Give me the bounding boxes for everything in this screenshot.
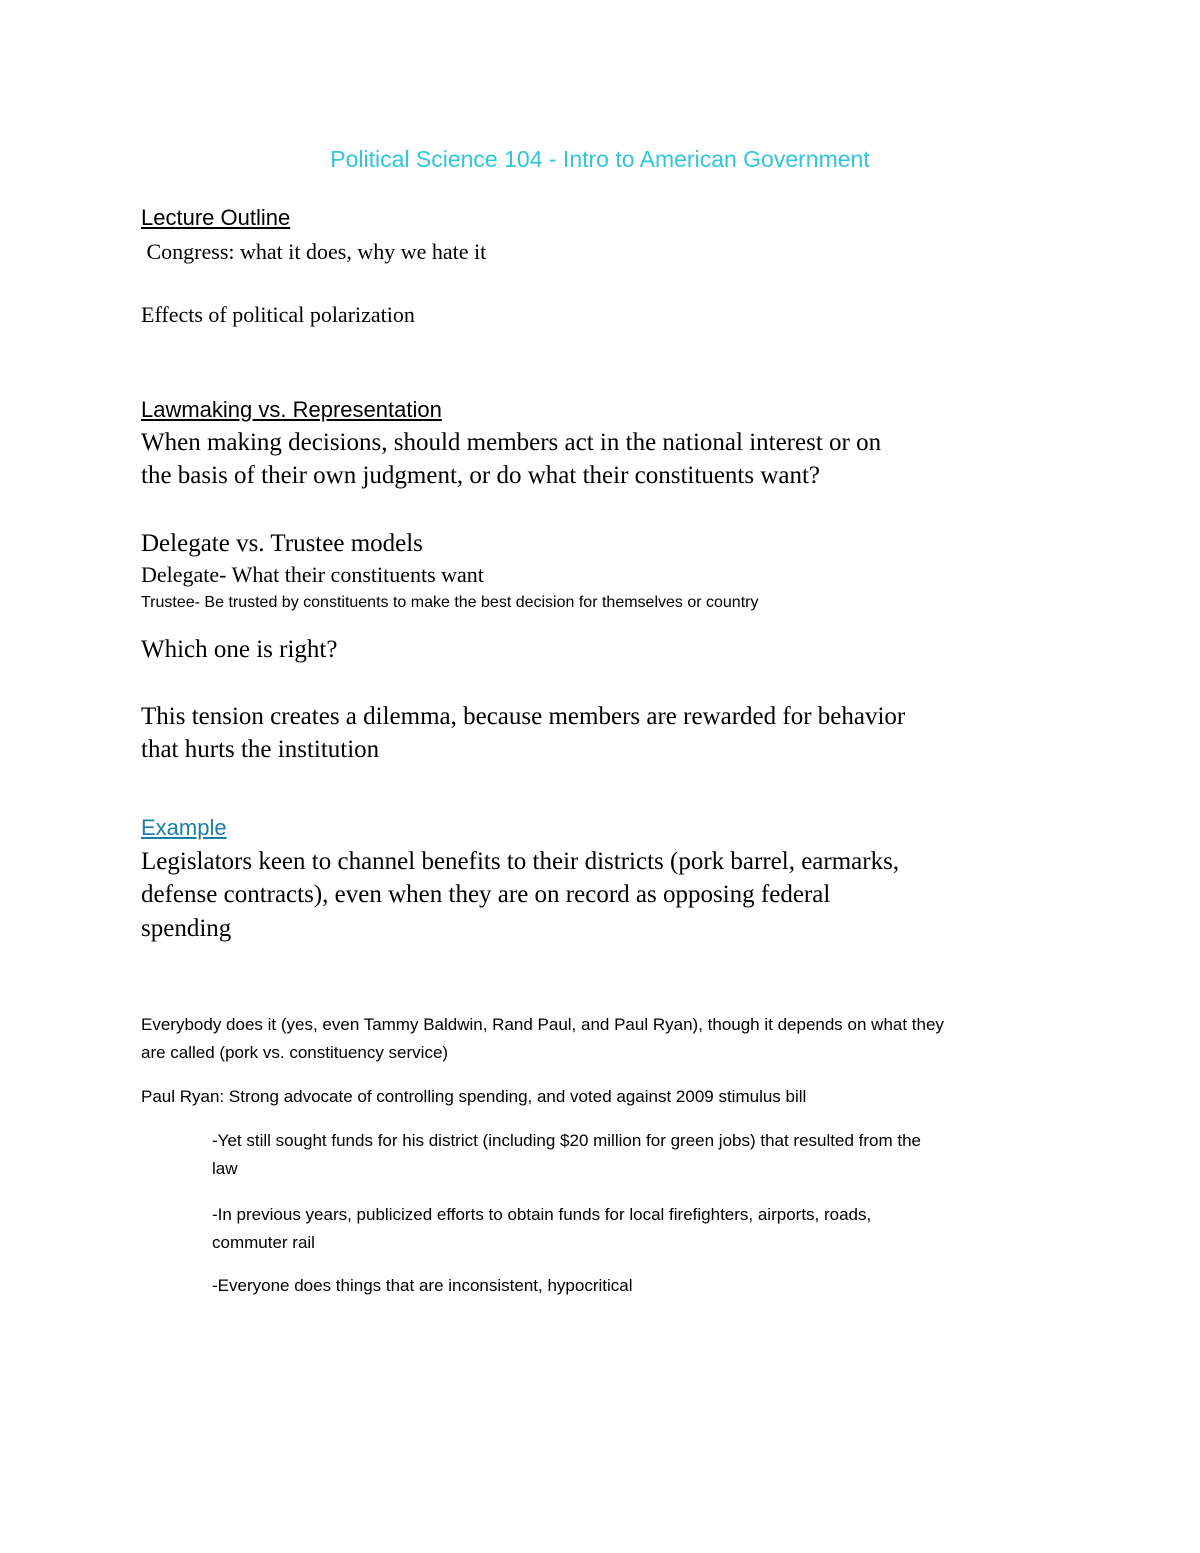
- example-line-2: defense contracts), even when they are on record as opposing federal: [141, 881, 831, 908]
- lawmaking-heading: Lawmaking vs. Representation: [141, 397, 442, 422]
- tension-line-1: This tension creates a dilemma, because members are rewarded for behavior: [141, 703, 906, 730]
- delegate-definition: Delegate- What their constituents want: [141, 562, 484, 587]
- lawmaking-question-line-2: the basis of their own judgment, or do what their constituents want?: [141, 462, 821, 489]
- example-line-1: Legislators keen to channel benefits to their districts (pork barrel, earmarks,: [141, 848, 900, 875]
- tension-line-2: that hurts the institution: [141, 736, 380, 763]
- bullet-3: -Everyone does things that are inconsistent, hypocritical: [212, 1276, 633, 1295]
- everybody-line-1: Everybody does it (yes, even Tammy Baldwin, Rand Paul, and Paul Ryan), though it depends on what they: [141, 1015, 944, 1034]
- trustee-definition: Trustee- Be trusted by constituents to make the best decision for themselves or country: [141, 594, 759, 611]
- outline-item-polarization: Effects of political polarization: [141, 302, 415, 327]
- lawmaking-question-line-1: When making decisions, should members act in the national interest or on: [141, 429, 882, 456]
- bullet-1-line-2: law: [212, 1159, 238, 1178]
- outline-heading: Lecture Outline: [141, 205, 291, 230]
- page-title: Political Science 104 - Intro to American Government: [330, 146, 870, 172]
- paul-ryan-line: Paul Ryan: Strong advocate of controlling spending, and voted against 2009 stimulus bill: [141, 1087, 807, 1106]
- everybody-line-2: are called (pork vs. constituency service): [141, 1043, 449, 1062]
- example-line-3: spending: [141, 915, 232, 942]
- outline-item-congress: Congress: what it does, why we hate it: [141, 239, 487, 264]
- bullet-1-line-1: -Yet still sought funds for his district (including $20 million for green jobs) that resulted from the: [212, 1131, 921, 1150]
- bullet-2-line-1: -In previous years, publicized efforts to obtain funds for local firefighters, airports, roads,: [212, 1205, 872, 1224]
- bullet-2-line-2: commuter rail: [212, 1233, 315, 1252]
- which-one-is-right: Which one is right?: [141, 636, 338, 663]
- models-heading: Delegate vs. Trustee models: [141, 530, 423, 557]
- example-heading: Example: [141, 815, 227, 840]
